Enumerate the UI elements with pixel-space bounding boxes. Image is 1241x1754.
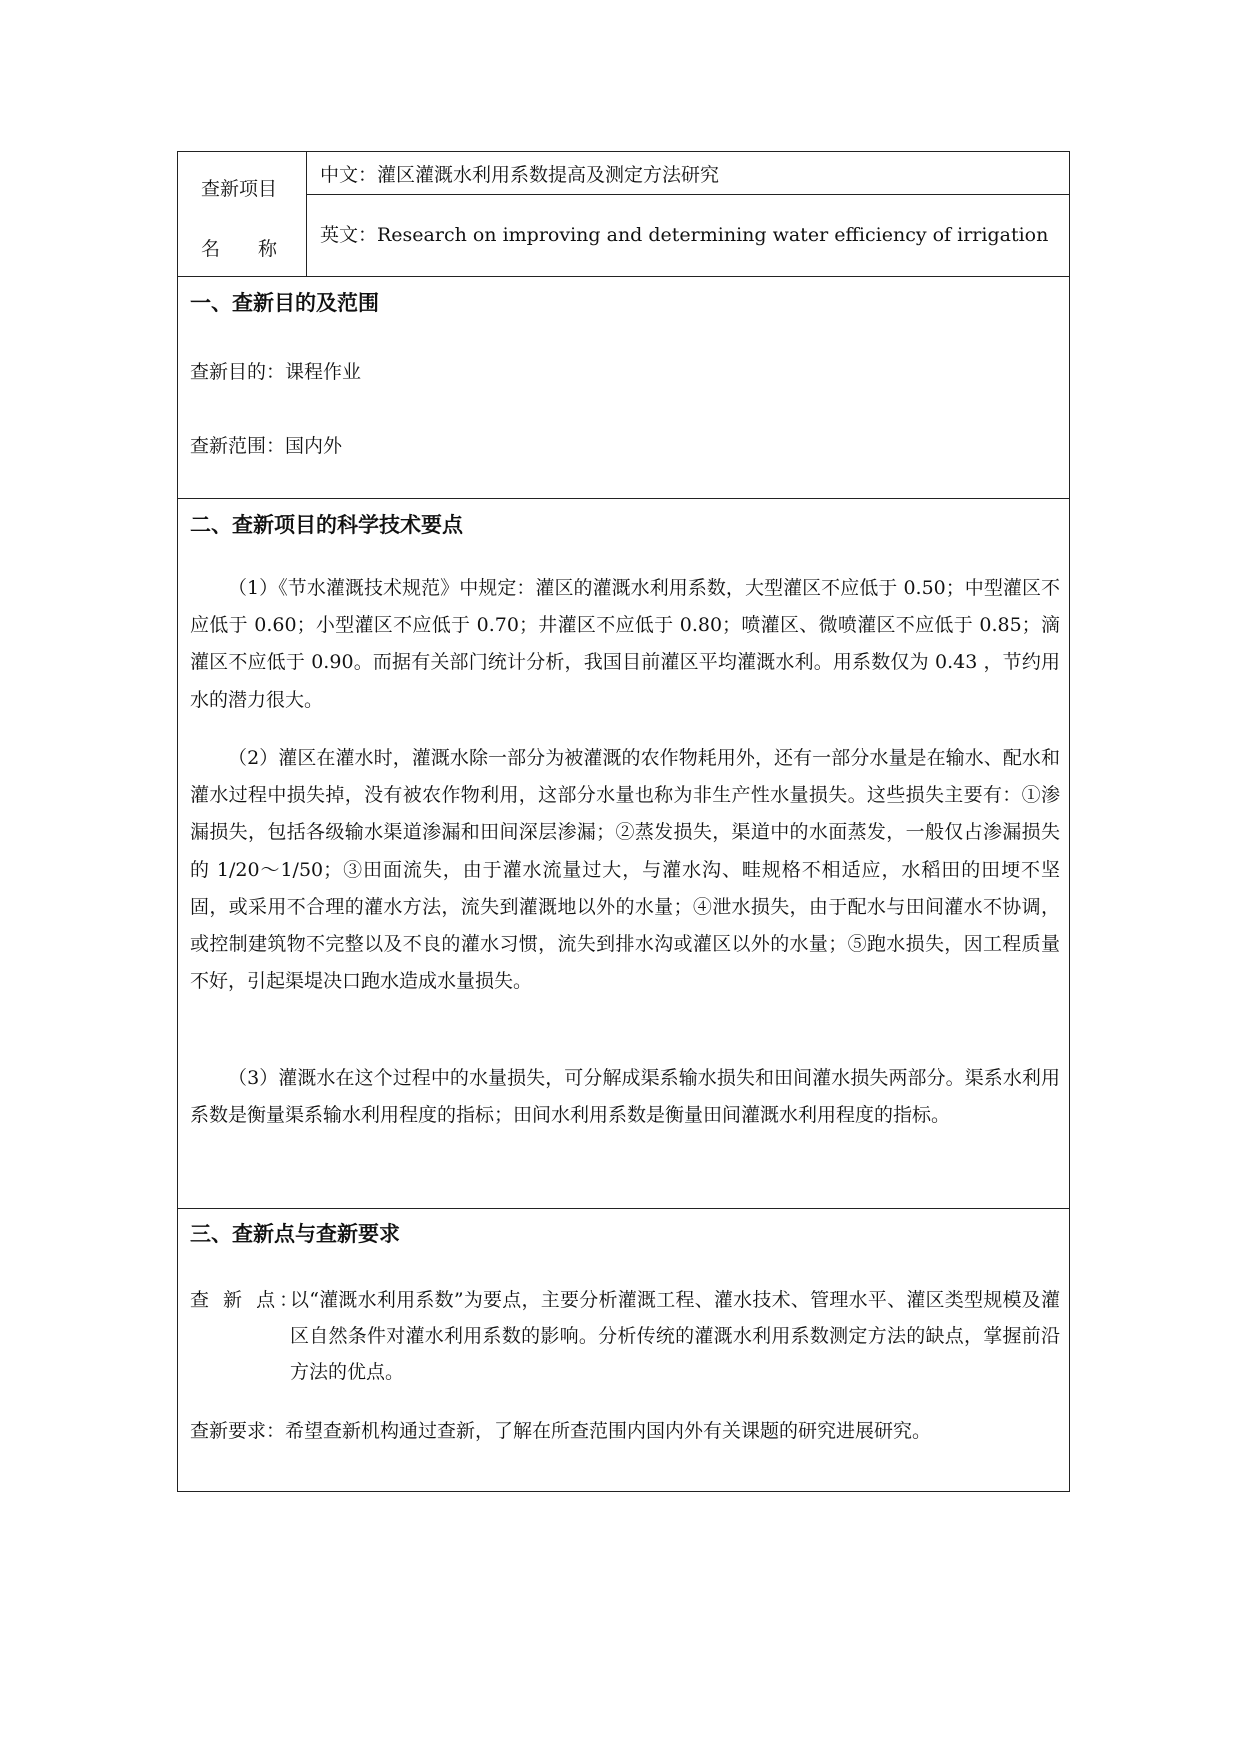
title-row-divider bbox=[306, 194, 1069, 195]
search-requirement: 查新要求：希望查新机构通过查新，了解在所查范围内国内外有关课题的研究进展研究。 bbox=[190, 1420, 932, 1442]
tech-point-paragraph-1: （1）《节水灌溉技术规范》中规定：灌区的灌溉水利用系数，大型灌区不应低于 0.50；中型灌区不应低于 0.60；小型灌区不应低于 0.70；井灌区不应低于 0.80；喷灌区、微喷灌区不应低于 0.85；滴灌区不应低于 0.90。而据有关部门统计分析，我国目前灌区平均灌溉水利。用系数仅为 0.43 ，节约用水的潜力很大。 bbox=[190, 577, 1060, 711]
project-name-english: 英文：Research on improving and determining water efficiency of irrigation bbox=[320, 224, 1049, 246]
project-name-label-line1: 查新项目 bbox=[201, 178, 278, 200]
project-name-chinese: 中文：灌区灌溉水利用系数提高及测定方法研究 bbox=[320, 164, 720, 186]
section2-top-border bbox=[178, 498, 1069, 499]
search-scope: 查新范围：国内外 bbox=[190, 435, 343, 457]
tech-point-paragraph-3: （3）灌溉水在这个过程中的水量损失，可分解成渠系输水损失和田间灌水损失两部分。渠系水利用系数是衡量渠系输水利用程度的指标；田间水利用系数是衡量田间灌溉水利用程度的指标。 bbox=[190, 1067, 1060, 1127]
section2-heading: 二、查新项目的科学技术要点 bbox=[190, 513, 463, 537]
title-column-divider bbox=[306, 152, 307, 276]
search-purpose: 查新目的：课程作业 bbox=[190, 361, 362, 383]
novelty-point-text: 以“灌溉水利用系数”为要点，主要分析灌溉工程、灌水技术、管理水平、灌区类型规模及灌区自然条件对灌水利用系数的影响。分析传统的灌溉水利用系数测定方法的缺点，掌握前沿方法的优点。 bbox=[290, 1289, 1060, 1383]
novelty-point-label: 查 新 点： bbox=[190, 1289, 303, 1311]
novelty-search-form bbox=[177, 151, 1070, 1492]
section3-top-border bbox=[178, 1208, 1069, 1209]
section1-top-border bbox=[178, 276, 1069, 277]
project-name-label-line2: 名 称 bbox=[201, 238, 278, 260]
section3-heading: 三、查新点与查新要求 bbox=[190, 1222, 400, 1246]
novelty-point bbox=[190, 1282, 1060, 1390]
tech-point-paragraph-2: （2）灌区在灌水时，灌溉水除一部分为被灌溉的农作物耗用外，还有一部分水量是在输水、配水和灌水过程中损失掉，没有被农作物利用，这部分水量也称为非生产性水量损失。这些损失主要有：①渗漏损失，包括各级输水渠道渗漏和田间深层渗漏；②蒸发损失，渠道中的水面蒸发，一般仅占渗漏损失的 1/20～1/50；③田面流失，由于灌水流量过大，与灌水沟、畦规格不相适应，水稻田的田埂不坚固，或采用不合理的灌水方法，流失到灌溉地以外的水量；④泄水损失，由于配水与田间灌水不协调，或控制建筑物不完整以及不良的灌水习惯，流失到排水沟或灌区以外的水量；⑤跑水损失，因工程质量不好，引起渠堤决口跑水造成水量损失。 bbox=[190, 747, 1060, 993]
section1-heading: 一、查新目的及范围 bbox=[190, 291, 379, 315]
